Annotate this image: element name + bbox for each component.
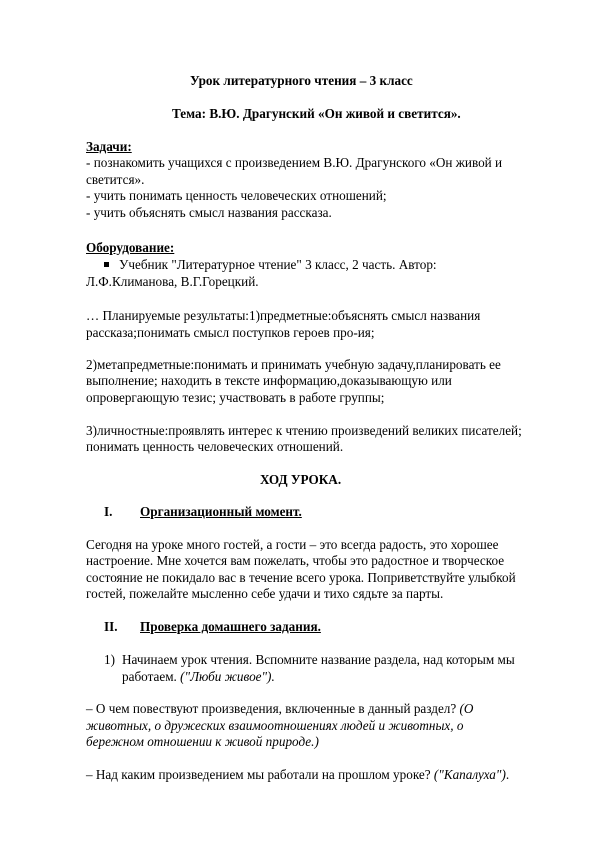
section-text-line: настроение. Мне хочется вам пожелать, чтобы это радостное и творческое <box>86 553 505 568</box>
section-text-line: Сегодня на уроке много гостей, а гости – это всегда радость, это хорошее <box>86 537 499 552</box>
question-end: . <box>505 767 510 782</box>
task-line: - учить объяснять смысл названия рассказа. <box>86 205 332 220</box>
section-numeral: II. <box>104 619 118 634</box>
section-text-line: состояние не покидало вас в течение всего урока. Поприветствуйте улыбкой <box>86 570 516 585</box>
list-item-text-plain: работаем. <box>122 669 181 684</box>
list-item-number: 1) <box>104 652 115 667</box>
section-title: Проверка домашнего задания. <box>140 619 321 634</box>
question-line <box>86 701 473 717</box>
answer-line: животных, о дружеских взаимоотношениях людей и животных, о <box>86 718 464 733</box>
equipment-bullet-text: Учебник "Литературное чтение" 3 класс, 2 часть. Автор: <box>119 257 437 272</box>
section-title: Организационный момент. <box>140 504 302 519</box>
results-line: 3)личностные:проявлять интерес к чтению произведений великих писателей; <box>86 423 522 438</box>
list-item-text: Начинаем урок чтения. Вспомните название раздела, над которым мы <box>122 652 515 667</box>
section-text-line: гостей, пожелайте мысленно себе удачи и тихо сядьте за парты. <box>86 586 444 601</box>
answer-text: ("Капалуха") <box>433 767 506 782</box>
task-line: - познакомить учащихся с произведением В.Ю. Драгунского «Он живой и <box>86 155 503 170</box>
results-line: рассказа;понимать смысл поступков героев про-ия; <box>86 325 375 340</box>
answer-line: бережном отношении к живой природе.) <box>86 734 319 749</box>
results-line: … Планируемые результаты:1)предметные:объяснять смысл названия <box>86 308 481 323</box>
results-line: выполнение; находить в тексте информацию,доказывающую или <box>86 373 452 388</box>
equipment-line: Л.Ф.Климанова, В.Г.Горецкий. <box>86 274 259 289</box>
bullet-square-icon <box>104 262 109 267</box>
section-numeral: I. <box>104 504 113 519</box>
question-line <box>86 767 509 783</box>
task-line: светится». <box>86 172 145 187</box>
question-text: – О чем повествуют произведения, включенные в данный раздел? <box>86 701 460 716</box>
list-item-text <box>122 669 275 685</box>
equipment-bullet-item <box>104 257 437 273</box>
answer-text: (О <box>459 701 474 716</box>
question-text: – Над каким произведением мы работали на прошлом уроке? <box>86 767 434 782</box>
task-line: - учить понимать ценность человеческих отношений; <box>86 188 387 203</box>
results-line: опровергающую тезис; участвовать в работе группы; <box>86 390 385 405</box>
page-title: Урок литературного чтения – 3 класс <box>190 73 413 88</box>
list-item-text-italic: ("Люби живое"). <box>180 669 275 684</box>
lesson-progress-heading: ХОД УРОКА. <box>260 472 342 487</box>
lesson-topic: Тема: В.Ю. Драгунский «Он живой и светится». <box>172 106 461 121</box>
tasks-heading: Задачи: <box>86 139 132 154</box>
results-line: понимать ценность человеческих отношений. <box>86 439 344 454</box>
results-line: 2)метапредметные:понимать и принимать учебную задачу,планировать ее <box>86 357 501 372</box>
equipment-heading: Оборудование: <box>86 240 175 255</box>
